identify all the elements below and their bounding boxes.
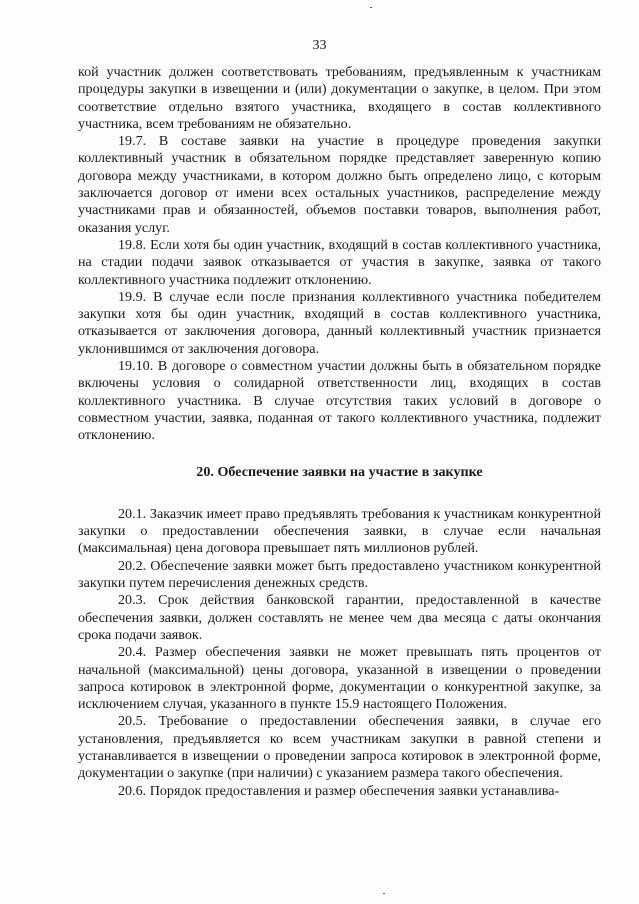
paragraph-19-10: 19.10. В договоре о совместном участии должны быть в обязательном порядке включены условия о солидарной ответственности лиц, входящих в состав коллективного участника. В случае отсутствия таких условий в договоре о совместном участии, заявка, поданная от такого коллективного участника, подлежит отклонению. bbox=[78, 358, 601, 444]
paragraph-20-1: 20.1. Заказчик имеет право предъявлять требования к участникам конкурентной закупки о предоставлении обеспечения заявки, в случае если начальная (максимальная) цена договора превышает пять миллионов рублей. bbox=[78, 505, 601, 557]
paragraph-20-3: 20.3. Срок действия банковской гарантии, предоставленной в качестве обеспечения заявки, должен составлять не менее чем два месяца с даты окончания срока подачи заявок. bbox=[78, 592, 601, 643]
paragraph-19-9: 19.9. В случае если после признания коллективного участника победителем закупки хотя бы один участник, входящий в состав коллективного участника, отказывается от заключения договора, данный коллективный участник признается уклонившимся от заключения договора. bbox=[78, 288, 601, 357]
paragraph-20-4: 20.4. Размер обеспечения заявки не может превышать пять процентов от начальной (максимальной) цены договора, указанной в извещении о проведении запроса котировок в электронной форме, документации о конкурентной закупке, за исключением случая, указанного в пункте 15.9 настоящего Положения. bbox=[78, 644, 601, 713]
scan-speck bbox=[370, 7, 372, 8]
paragraph-19-6-continued: кой участник должен соответствовать требованиям, предъявленным к участникам процедуры закупки в извещении и (или) документации о закупке, в целом. При этом соответствие отдельно взятого участника, входящего в состав коллективного участника, всем требованиям не обязательно. bbox=[78, 64, 601, 132]
page-number: 33 bbox=[312, 38, 327, 53]
paragraph-20-2: 20.2. Обеспечение заявки может быть предоставлено участником конкурентной закупки путем перечисления денежных средств. bbox=[78, 557, 601, 592]
paragraph-19-7: 19.7. В составе заявки на участие в процедуре проведения закупки коллективный участник в обязательном порядке представляет заверенную копию договора между участниками, в котором должно быть определено лицо, с которым заключается договор от имени всех остальных участников, распределение между участниками прав и обязанностей, объемов поставки товаров, выполнения работ, оказания услуг. bbox=[78, 133, 601, 236]
paragraph-20-6: 20.6. Порядок предоставления и размер обеспечения заявки устанавлива- bbox=[118, 782, 560, 799]
paragraph-19-8: 19.8. Если хотя бы один участник, входящий в состав коллективного участника, на стадии подачи заявок отказывается от участия в закупке, заявка от такого коллективного участника подлежит отклонению. bbox=[78, 236, 601, 288]
paragraph-20-5: 20.5. Требование о предоставлении обеспечения заявки, в случае его установления, предъявляется ко всем участникам закупки в равной степени и устанавливается в извещении о проведении запроса котировок в электронной форме, документации о закупке (при наличии) с указанием размера такого обеспечения. bbox=[78, 713, 601, 782]
section-heading: 20. Обеспечение заявки на участие в закупке bbox=[196, 463, 483, 480]
scan-speck bbox=[383, 893, 385, 894]
document-body bbox=[78, 64, 601, 800]
